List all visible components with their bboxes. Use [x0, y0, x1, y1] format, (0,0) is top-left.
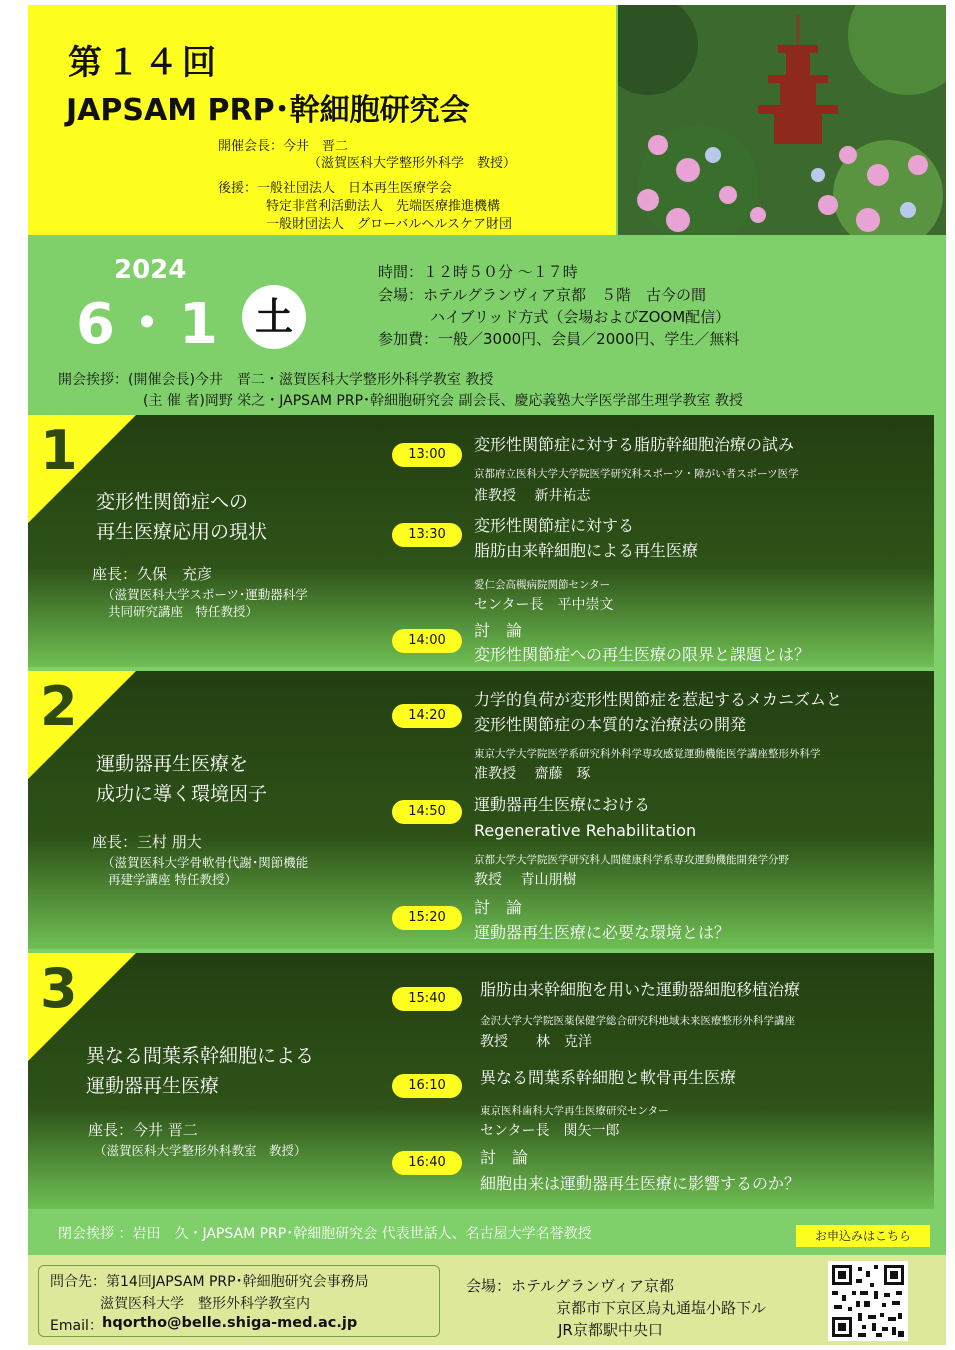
- qr-code[interactable]: [828, 1261, 908, 1341]
- info-time: 時間：１２時５０分 ～１７時: [378, 263, 578, 281]
- talk-time: 15:40: [392, 987, 462, 1011]
- discussion-label: 討 論: [474, 898, 523, 917]
- session-title-line2: 成功に導く環境因子: [96, 783, 268, 805]
- talk-time: 16:40: [392, 1151, 462, 1175]
- talk-affiliation: 金沢大学大学院医薬保健学総合研究科地域未来医療整形外科学講座: [480, 1015, 795, 1027]
- talk-time: 14:20: [392, 704, 462, 728]
- session-chair-aff1: （滋賀医科大学骨軟骨代謝･関節機能: [102, 855, 309, 870]
- session-3: [28, 953, 934, 1209]
- support-org-2: 特定非営利活動法人 先端医療推進機構: [266, 199, 501, 214]
- session-title-line1: 運動器再生医療を: [96, 753, 249, 775]
- talk-affiliation: 京都府立医科大学大学院医学研究科スポーツ・障がい者スポーツ医学: [474, 468, 799, 480]
- flyer: [28, 5, 946, 1345]
- session-title-line2: 再生医療応用の現状: [96, 521, 268, 543]
- talk-time: 14:50: [392, 800, 462, 824]
- session-title-line2: 運動器再生医療: [86, 1075, 220, 1097]
- session-title-line1: 異なる間葉系幹細胞による: [86, 1045, 315, 1067]
- talk-title-line2: 脂肪由来幹細胞による再生医療: [474, 541, 699, 560]
- session-2: [28, 671, 934, 949]
- talk-title: 運動器再生医療における: [474, 795, 651, 814]
- talk-time: 13:00: [392, 443, 462, 467]
- talk-speaker: 教授 林 克洋: [480, 1034, 592, 1050]
- talk-time: 16:10: [392, 1074, 462, 1098]
- talk-affiliation: 京都大学大学院医学研究科人間健康科学系専攻運動機能開発学分野: [474, 854, 789, 866]
- session-chair-aff2: 共同研究講座 特任教授）: [108, 604, 259, 619]
- footer-address: 京都市下京区烏丸通塩小路下ル: [556, 1299, 767, 1317]
- event-number: 第１４回: [68, 43, 220, 83]
- talk-title: 力学的負荷が変形性関節症を惹起するメカニズムと: [474, 690, 843, 709]
- discussion-topic: 運動器再生医療に必要な環境とは？: [474, 923, 731, 942]
- discussion-topic: 変形性関節症への再生医療の限界と課題とは？: [474, 645, 811, 664]
- support-org-3: 一般財団法人 グローバルヘルスケア財団: [266, 217, 512, 232]
- host-chair: 開催会長：今井 晋二: [218, 139, 349, 154]
- pagoda-photo: [618, 5, 946, 235]
- contact-office: 問合先：第14回JAPSAM PRP･幹細胞研究会事務局: [50, 1274, 369, 1290]
- talk-affiliation: 東京大学大学院医学系研究科外科学専攻感覚運動機能医学講座整形外科学: [474, 748, 821, 760]
- talk-title: 脂肪由来幹細胞を用いた運動器細胞移植治療: [480, 980, 801, 999]
- talk-title: 変形性関節症に対する: [474, 516, 635, 535]
- date-weekday-badge: 土: [242, 285, 306, 349]
- apply-link[interactable]: お申込みはこちら: [796, 1225, 930, 1247]
- talk-speaker: 准教授 齋藤 琢: [474, 766, 591, 782]
- talk-title: 異なる間葉系幹細胞と軟骨再生医療: [480, 1068, 737, 1087]
- closing-remarks: 閉会挨拶 ：岩田 久・JAPSAM PRP･幹細胞研究会 代表世話人、名古屋大学名誉教授: [58, 1226, 592, 1242]
- host-chair-affiliation: （滋賀医科大学整形外科学 教授）: [308, 156, 517, 171]
- session-number: 3: [40, 957, 78, 1020]
- talk-affiliation: 東京医科歯科大学再生医療研究センター: [480, 1105, 669, 1117]
- talk-speaker: センター長 関矢一郎: [480, 1123, 620, 1139]
- opening-remarks-2: (主 催 者)岡野 栄之・JAPSAM PRP･幹細胞研究会 副会長、慶応義塾大学医学部生理学教室 教授: [143, 393, 743, 409]
- session-1: [28, 415, 934, 667]
- talk-speaker: 准教授 新井祐志: [474, 488, 591, 504]
- session-number: 2: [40, 675, 78, 738]
- footer-station: JR京都駅中央口: [558, 1321, 663, 1339]
- session-number: 1: [40, 419, 78, 482]
- email-link[interactable]: hqortho@belle.shiga-med.ac.jp: [102, 1315, 358, 1331]
- talk-title-line2: Regenerative Rehabilitation: [474, 821, 697, 840]
- support-org-1: 後援：一般社団法人 日本再生医療学会: [218, 181, 453, 196]
- event-title: JAPSAM PRP･幹細胞研究会: [66, 93, 470, 128]
- footer: [28, 1255, 946, 1345]
- opening-remarks-1: 開会挨拶：(開催会長)今井 晋二・滋賀医科大学整形外科学教室 教授: [58, 372, 494, 388]
- discussion-label: 討 論: [474, 621, 523, 640]
- talk-time: 13:30: [392, 523, 462, 547]
- info-venue: 会場：ホテルグランヴィア京都 ５階 古今の間: [378, 286, 707, 304]
- session-title-line1: 変形性関節症への: [96, 491, 249, 513]
- info-hybrid: ハイブリッド方式（会場およびZOOM配信）: [430, 308, 731, 326]
- discussion-label: 討 論: [480, 1148, 529, 1167]
- talk-title: 変形性関節症に対する脂肪幹細胞治療の試み: [474, 435, 795, 454]
- footer-venue: 会場：ホテルグランヴィア京都: [466, 1277, 675, 1295]
- date-year: 2024: [114, 255, 187, 285]
- session-chair: 座長：今井 晋二: [88, 1121, 198, 1139]
- session-chair: 座長：久保 充彦: [92, 565, 213, 583]
- talk-speaker: 教授 青山朋樹: [474, 872, 577, 888]
- session-chair: 座長：三村 朋大: [92, 833, 202, 851]
- header-panel: [28, 5, 616, 235]
- talk-affiliation: 愛仁会高槻病院関節センター: [474, 579, 611, 591]
- session-chair-aff2: 再建学講座 特任教授）: [108, 872, 237, 887]
- talk-time: 15:20: [392, 906, 462, 930]
- date-month-day: 6・1: [76, 292, 222, 357]
- session-chair-aff1: （滋賀医科大学整形外科教室 教授）: [94, 1143, 307, 1158]
- info-fee: 参加費：一般／3000円、会員／2000円、学生／無料: [378, 330, 740, 348]
- session-chair-aff1: （滋賀医科大学スポーツ･運動器科学: [102, 587, 308, 602]
- talk-time: 14:00: [392, 629, 462, 653]
- talk-title-line2: 変形性関節症の本質的な治療法の開発: [474, 715, 747, 734]
- discussion-topic: 細胞由来は運動器再生医療に影響するのか？: [480, 1174, 801, 1193]
- contact-department: 滋賀医科大学 整形外科学教室内: [100, 1296, 310, 1312]
- email-label: Email：: [50, 1318, 103, 1334]
- talk-speaker: センター長 平中崇文: [474, 597, 614, 613]
